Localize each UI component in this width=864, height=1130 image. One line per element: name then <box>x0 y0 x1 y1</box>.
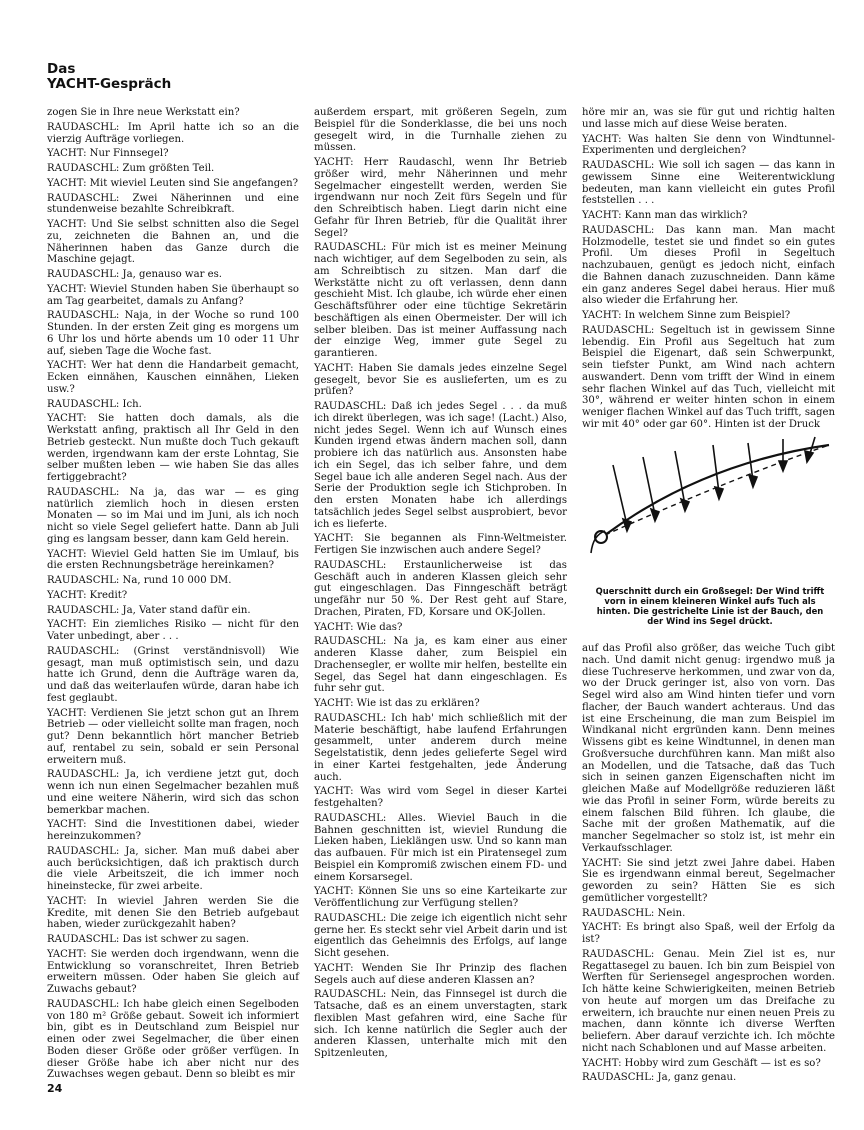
paragraph: YACHT: In wieviel Jahren werden Sie die Kredite, mit denen Sie den Betrieb aufgebaut haben, wieder zurückgezahlt haben? <box>47 895 299 931</box>
paragraph: RAUDASCHL: Das ist schwer zu sagen. <box>47 934 250 945</box>
paragraph: zogen Sie in Ihre neue Werkstatt ein? <box>47 107 240 118</box>
wind-arrows <box>613 437 815 531</box>
paragraph: RAUDASCHL: Ich hab' mich schließlich mit der Materie beschäftigt, habe laufend Erfahrungen gesammelt, unter anderem durch meine Segelstatistik, denn jedes gelieferte Segel wird in einer Kartei festgehalten, jede Änderung auch. <box>314 712 567 783</box>
paragraph: RAUDASCHL: Ich habe gleich einen Segelboden von 180 m² Größe gebaut. Soweit ich informiert bin, gibt es in Deutschland zum Beispiel nur einen oder zwei Segelmacher, die über einen Boden dieser Größe oder größer verfügen. In dieser Größe habe ich aber nicht nur des Zuwachses wegen gebaut. Denn so bleibt es mir <box>47 998 299 1081</box>
section-header <box>47 62 171 92</box>
paragraph: YACHT: Sie begannen als Finn-Weltmeister. Fertigen Sie inzwischen auch andere Segel? <box>314 533 567 556</box>
paragraph: YACHT: Wenden Sie Ihr Prinzip des flachen Segels auch auf diese anderen Klassen an? <box>314 962 567 986</box>
paragraph: RAUDASCHL: Ja, ganz genau. <box>582 1072 737 1084</box>
paragraph: YACHT: Es bringt also Spaß, weil der Erfolg da ist? <box>582 922 835 945</box>
paragraph: RAUDASCHL: Zum größten Teil. <box>47 163 215 174</box>
paragraph: RAUDASCHL: Wie soll ich sagen — das kann in gewissem Sinne eine Weiterentwicklung bedeuten, man kann vielleicht ein gutes Profil feststellen . . . <box>582 160 835 207</box>
paragraph: YACHT: Herr Raudaschl, wenn Ihr Betrieb größer wird, mehr Näherinnen und mehr Segelmacher eingestellt werden, werden Sie irgendwann nur noch Zeit fürs Segeln und für den Schreibtisch haben. Liegt darin nicht eine Gefahr für Ihren Betrieb, für die Qualität ihrer Segel? <box>314 157 567 239</box>
paragraph: RAUDASCHL: Für mich ist es meiner Meinung nach wichtiger, auf dem Segelboden zu sein, als am Schreibtisch zu sitzen. Man darf die Werkstätte nicht zu oft verlassen, denn dann geschieht Mist. Ich glaube, ich würde eher einen Geschäftsführer oder eine tüchtige Sekretärin beschäftigen als einen Obermeister. Der will ich selber bleiben. Das ist meiner Auffassung nach der einzige Weg, immer gute Segel zu garantieren. <box>314 242 567 359</box>
paragraph: YACHT: Hobby wird zum Geschäft — ist es so? <box>582 1057 821 1069</box>
paragraph: YACHT: Wie ist das zu erklären? <box>314 698 480 709</box>
paragraph: YACHT: Wer hat denn die Handarbeit gemacht, Ecken einnähen, Kauschen einnähen, Lieken usw.? <box>47 360 299 395</box>
paragraph: YACHT: Sie hatten doch damals, als die Werkstatt anfing, praktisch all Ihr Geld in den Betrieb gesteckt. Nun mußte doch Tuch gekauft werden, irgendwann kam der erste Lohntag, Sie selber mußten leben — wie haben Sie das alles fertiggebracht? <box>47 413 299 483</box>
paragraph: YACHT: Sie werden doch irgendwann, wenn die Entwicklung so voranschreitet, Ihren Betrieb erweitern müssen. Oder haben Sie gleich auf Zuwachs gebaut? <box>47 948 299 995</box>
paragraph: RAUDASCHL: Daß ich jedes Segel . . . da muß ich direkt überlegen, was ich sage! (Lacht.) Also, nicht jedes Segel. Wenn ich auf Wunsch eines Kunden irgend etwas ändern machen soll, dann probiere ich das natürlich aus. Ansonsten habe ich ein Segel, das ich selber fahre, und dem Segel baue ich alle anderen Segel nach. Aus der Serie der Produktion segle ich Stichproben. In den ersten Monaten habe ich allerdings tatsächlich jedes Segel selbst ausprobiert, bevor ich es lieferte. <box>314 401 567 530</box>
paragraph: YACHT: Und Sie selbst schnitten also die Segel zu, zeichneten die Bahnen an, und die Näherinnen haben das Ganze durch die Maschine gejagt. <box>47 219 299 266</box>
section-header-line2: YACHT-Gespräch <box>47 76 172 92</box>
paragraph: YACHT: Was halten Sie denn von Windtunnel-Experimenten und dergleichen? <box>582 133 835 157</box>
paragraph: außerdem erspart, mit größeren Segeln, zum Beispiel für die Sonderklasse, die bei uns noch gesegelt wird, in die Turnhalle ziehen zu müssen. <box>314 107 567 154</box>
paragraph: YACHT: Kredit? <box>47 589 128 601</box>
page-number: 24 <box>47 1082 63 1095</box>
figure-caption: Querschnitt durch ein Großsegel: Der Wind trifft vorn in einem kleineren Winkel aufs Tuch als hinten. Die gestrichelte Linie ist der Bauch, den der Wind ins Segel drückt. <box>595 586 825 626</box>
paragraph: RAUDASCHL: Na ja, das war — es ging natürlich ziemlich hoch in diesen ersten Monaten — so im Mai und im Juni, als ich noch nicht so viele Segel geliefert hatte. Dann ab Juli ging es langsam besser, dann kam Geld herein. <box>47 486 299 545</box>
paragraph: RAUDASCHL: Das kann man. Man macht Holzmodelle, testet sie und findet so ein gutes Profil. Um dieses Profil in Segeltuch nachzubauen, genügt es jedoch nicht, einfach die Bahnen danach zuzuschneiden. Dann käme ein ganz anderes Segel dabei heraus. Hier muß also wieder die Erfahrung her. <box>582 224 835 307</box>
paragraph: RAUDASCHL: Ja, ich verdiene jetzt gut, doch wenn ich nun einen Segelmacher bezahlen muß und eine weitere Näherin, wird sich das schon bemerkbar machen. <box>47 769 299 816</box>
paragraph: RAUDASCHL: Naja, in der Woche so rund 100 Stunden. In der ersten Zeit ging es morgens um 6 Uhr los und hörte abends um 10 oder 11 Uhr auf, sieben Tage die Woche fast. <box>47 310 299 357</box>
paragraph: RAUDASCHL: Genau. Mein Ziel ist es, nur Regattasegel zu bauen. Ich bin zum Beispiel von Werften für Seriensegel angesprochen worden. Ich hätte keine Schwierigkeiten, meinen Betrieb von heute auf morgen um das Dreifache zu erweitern, ich brauchte nur einen neuen Preis zu machen, dann könnte ich diverse Werften beliefern. Aber darauf verzichte ich. Ich möchte nicht nach Schablonen und auf Masse arbeiten. <box>582 948 835 1054</box>
paragraph: RAUDASCHL: Segeltuch ist in gewissem Sinne lebendig. Ein Profil aus Segeltuch hat zum Beispiel die Eigenart, daß sein Schwerpunkt, sein tiefster Punkt, am Wind nach achtern auswandert. Denn vom trifft der Wind in einem sehr flachen Winkel auf das Tuch, vielleicht mit 30°, während er weiter hinten schon in einem weniger flachen Winkel auf das Tuch trifft, sagen wir mit 40° oder gar 60°. Hinten ist der Druck <box>582 324 835 430</box>
paragraph: YACHT: Wie das? <box>314 621 403 633</box>
paragraph: YACHT: Haben Sie damals jedes einzelne Segel gesegelt, bevor Sie es auslieferten, um es zu prüfen? <box>314 362 567 398</box>
section-header-line1: Das <box>47 61 76 77</box>
column-2 <box>314 107 567 1063</box>
paragraph: RAUDASCHL: Alles. Wieviel Bauch in die Bahnen geschnitten ist, wieviel Rundung die Lieken haben, Lieklängen usw. Und so kann man das aufbauen. Für mich ist ein Piratensegel zum Beispiel ein Kompromiß zwischen einem FD- und einem Korsarsegel. <box>314 812 567 883</box>
paragraph: RAUDASCHL: Erstaunlicherweise ist das Geschäft auch in anderen Klassen gleich sehr gut eingeschlagen. Das Finngeschäft beträgt ungefähr nur 50 %. Der Rest geht auf Stare, Drachen, Piraten, FD, Korsare und OK-Jollen. <box>314 559 567 618</box>
paragraph: RAUDASCHL: (Grinst verständnisvoll) Wie gesagt, man muß optimistisch sein, und dazu hatte ich Grund, denn die Aufträge waren da, und daß das weiterlaufen würde, daran habe ich fest geglaubt. <box>47 645 299 704</box>
paragraph: RAUDASCHL: Nein, das Finnsegel ist durch die Tatsache, daß es an einem unverstagten, stark flexiblen Mast gefahren wird, eine Sache für sich. Ich kenne natürlich die Segler auch der anderen Klassen, unterhalte mich mit den Spitzenleuten, <box>314 989 567 1059</box>
paragraph: RAUDASCHL: Die zeige ich eigentlich nicht sehr gerne her. Es steckt sehr viel Arbeit darin und ist eigentlich das Geheimnis des Erfolgs, auf lange Sicht gesehen. <box>314 912 567 959</box>
paragraph: RAUDASCHL: Ja, Vater stand dafür ein. <box>47 604 251 616</box>
paragraph: YACHT: Ein ziemliches Risiko — nicht für den Vater unbedingt, aber . . . <box>47 619 299 642</box>
paragraph: YACHT: In welchem Sinne zum Beispiel? <box>582 310 791 321</box>
paragraph: RAUDASCHL: Na ja, es kam einer aus einer anderen Klasse daher, zum Beispiel ein Drachensegler, er wollte mir helfen, bestellte ein Segel, das Segel hat dann eingeschlagen. Es fuhr sehr gut. <box>314 636 567 695</box>
column-3-top <box>582 107 835 434</box>
column-3-bottom <box>582 643 835 1087</box>
paragraph: YACHT: Können Sie uns so eine Karteikarte zur Veröffentlichung zur Verfügung stellen? <box>314 886 567 909</box>
paragraph: höre mir an, was sie für gut und richtig halten und lasse mich auf diese Weise beraten. <box>582 107 835 130</box>
column-1 <box>47 107 299 1084</box>
paragraph: RAUDASCHL: Na, rund 10 000 DM. <box>47 575 232 586</box>
paragraph: RAUDASCHL: Ja, sicher. Man muß dabei aber auch berücksichtigen, daß ich praktisch durch die viele Arbeitszeit, die ich immer noch hineinstecke, für zwei arbeite. <box>47 845 299 892</box>
paragraph: RAUDASCHL: Ja, genauso war es. <box>47 269 222 280</box>
paragraph: YACHT: Mit wieviel Leuten sind Sie angefangen? <box>47 177 299 189</box>
paragraph: YACHT: Sind die Investitionen dabei, wieder hereinzukommen? <box>47 819 299 842</box>
paragraph: YACHT: Verdienen Sie jetzt schon gut an Ihrem Betrieb — oder vielleicht sollte man fragen, noch gut? Denn bekanntlich hört mancher Betrieb auf, rentabel zu sein, sobald er sein Personal erweitern muß. <box>47 707 299 766</box>
paragraph: RAUDASCHL: Zwei Näherinnen und eine stundenweise bezahlte Schreibkraft. <box>47 192 299 216</box>
paragraph: RAUDASCHL: Nein. <box>582 907 686 919</box>
paragraph: YACHT: Kann man das wirklich? <box>582 210 748 221</box>
paragraph: auf das Profil also größer, das weiche Tuch gibt nach. Und damit nicht genug: irgendwo muß ja diese Tuchreserve herkommen, und zwar von da, wo der Druck geringer ist, also von vorn. Das Segel wird also am Wind hinten tiefer und vorn flacher, der Bauch wandert achteraus. Und das ist eine Erscheinung, die man zum Beispiel im Windkanal nicht ergründen kann. Denn meines Wissens gibt es keine Windtunnel, in denen man Großversuche durchführen kann. Man mißt also an Modellen, und die Tatsache, daß das Tuch sich in seinen ganzen Eigenschaften nicht im gleichen Maße auf Modellgröße reduzieren läßt wie das Profil in seiner Form, würde bereits zu einem falschen Bild führen. Ich glaube, die Sache mit der großen Mathematik, auf die mancher Segelmacher so stolz ist, ist mehr ein Verkaufsschlager. <box>582 643 835 854</box>
paragraph: YACHT: Was wird vom Segel in dieser Kartei festgehalten? <box>314 786 567 809</box>
paragraph: RAUDASCHL: Im April hatte ich so an die vierzig Aufträge vorliegen. <box>47 121 299 145</box>
paragraph: RAUDASCHL: Ich. <box>47 398 142 410</box>
paragraph: YACHT: Wieviel Geld hatten Sie im Umlauf, bis die ersten Rechnungsbeträge hereinkamen? <box>47 548 299 572</box>
paragraph: YACHT: Sie sind jetzt zwei Jahre dabei. Haben Sie es irgendwann einmal bereut, Segelmacher geworden zu sein? Hätten Sie es sich gemütlicher vorgestellt? <box>582 857 835 904</box>
sail-cross-section-diagram <box>583 423 834 568</box>
paragraph: YACHT: Wieviel Stunden haben Sie überhaupt so am Tag gearbeitet, damals zu Anfang? <box>47 283 299 307</box>
paragraph: YACHT: Nur Finnsegel? <box>47 148 169 160</box>
